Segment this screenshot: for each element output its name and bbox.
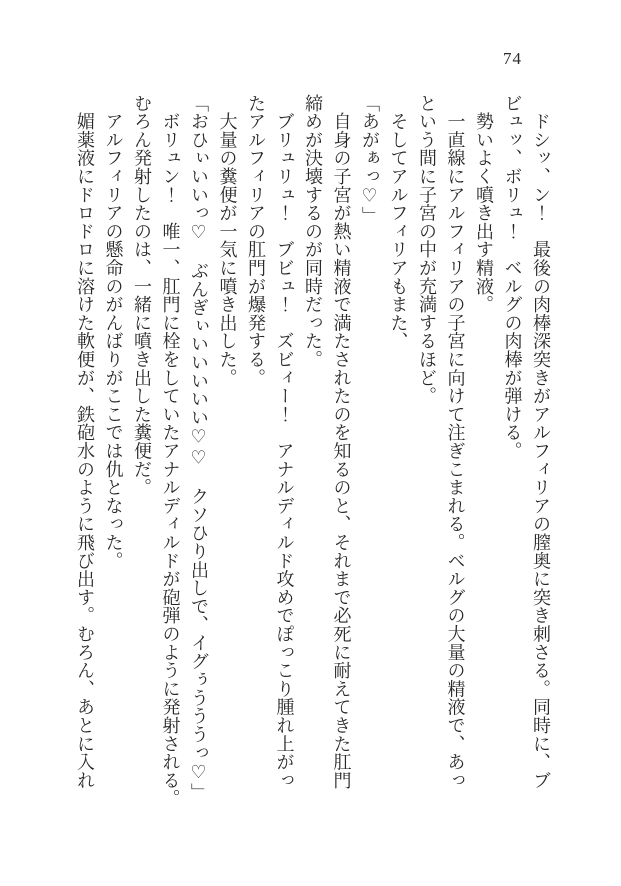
text-column: 自身の子宮が熱い精液で満たされたのを知るのと、それまで必死に耐えてきた肛門: [331, 94, 352, 790]
text-column: ブリュリュ！ ブビュ！ ズビィー！ アナルディルド攻めでぽっこり腫れ上がっ: [274, 94, 295, 790]
text-column: 一直線にアルフィリアの子宮に向けて注ぎこまれる。ベルグの大量の精液で、あっ: [445, 94, 466, 790]
text-column: 勢いよく噴き出す精液。: [474, 94, 494, 314]
text-column: 大量の糞便が一気に噴き出した。: [217, 94, 238, 387]
text-column: アルフィリアの懸命のがんばりがここでは仇となった。: [103, 94, 124, 570]
text-column: 「あがぁっ♡」: [360, 94, 380, 226]
text-column: という間に子宮の中が充満するほど。: [417, 94, 437, 406]
text-column: たアルフィリアの肛門が爆発する。: [246, 94, 266, 387]
vertical-text-block: [71, 94, 556, 810]
text-column: 締めが決壊するのが同時だった。: [303, 94, 323, 369]
text-column: ビュッ、ボリュ！ ベルグの肉棒が弾ける。: [502, 94, 523, 460]
text-column: 「おひぃいいっ♡ ぶんぎぃいいいいい♡♡ クソひり出しで、イグぅうううっ♡」: [189, 94, 209, 802]
text-column: むろん発射したのは、一緒に噴き出した糞便だ。: [132, 94, 152, 497]
text-column: ドシッ、ン！ 最後の肉棒深突きがアルフィリアの膣奥に突き刺さる。同時に、ブ: [531, 94, 551, 790]
text-column: 媚薬液にドロドロに溶けた軟便が、鉄砲水のように飛び出す。むろん、あとに入れ: [75, 94, 95, 790]
page-number: 74: [503, 49, 522, 68]
text-column: ボリュン！ 唯一、肛門に栓をしていたアナルディルドが砲弾のように発射される。: [160, 94, 181, 808]
text-column: そしてアルフィリアもまた、: [388, 94, 409, 351]
